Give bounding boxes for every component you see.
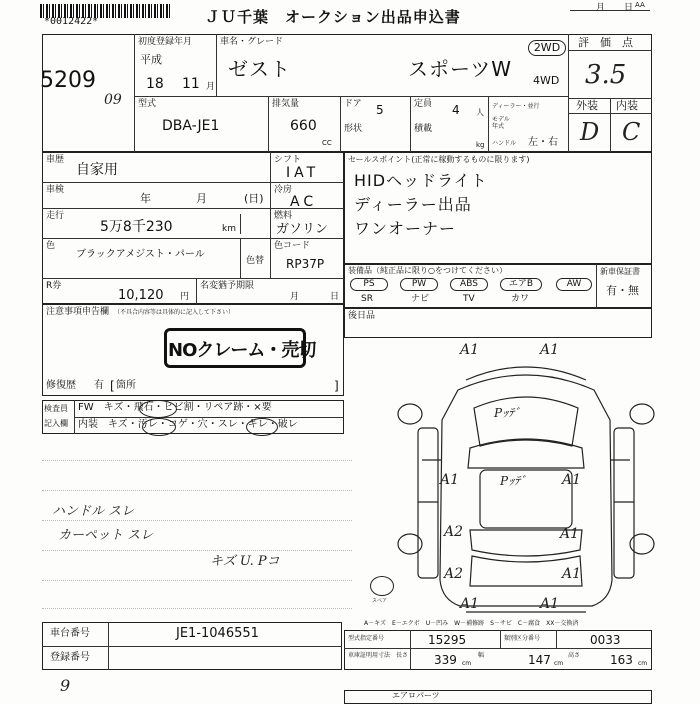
car-name-label: 車名・グレード	[220, 37, 284, 47]
bottom-strip	[344, 690, 652, 704]
inspector-row-1: FW キズ・飛石・ヒビ割・リペア跡・×要	[78, 402, 272, 413]
inspector-circle-1	[139, 400, 177, 418]
color-change-label: 色替	[246, 256, 265, 266]
reg-era: 平成	[140, 53, 162, 66]
warranty-value: 有・無	[606, 284, 639, 297]
height-unit: cm	[638, 660, 648, 667]
mark-right-quarter: A1	[562, 566, 582, 582]
shift-label: シフト	[274, 155, 302, 165]
mark-front-left: A1	[460, 342, 480, 358]
sales-point-3: ワンオーナー	[354, 219, 457, 238]
spare-tire-icon	[370, 576, 394, 596]
color-code-value: RP37P	[286, 257, 325, 271]
shift-value: IAT	[286, 165, 320, 181]
yen-unit: 円	[180, 292, 190, 302]
exterior-score: D	[580, 118, 600, 146]
repair-value: 有	[94, 380, 104, 391]
car-name: ゼスト	[228, 57, 291, 81]
warranty-label: 新車保証書	[600, 267, 640, 276]
equip-airbag: エアB	[500, 278, 542, 291]
dealer-label: ディーラー・並行	[492, 103, 540, 110]
equipment-label: 装備品（純正品に限り○をつけてください）	[348, 266, 507, 275]
ac-value: AC	[290, 194, 318, 210]
fuel-value: ガソリン	[276, 222, 329, 237]
score-value: 3.5	[585, 60, 627, 90]
color-code-label: 色コード	[274, 241, 311, 251]
drive-4wd: 4WD	[533, 74, 560, 87]
bottom-strip-text: エアロパーツ	[392, 691, 440, 700]
inspector-circle-3	[246, 418, 278, 436]
date-month-label: 月	[596, 3, 606, 13]
inspector-label-2: 記入欄	[44, 419, 68, 428]
aa-label: AA	[635, 1, 645, 9]
equip-sr: SR	[361, 294, 373, 304]
lot-number: 5209	[40, 68, 96, 93]
post-market-label: 後日品	[348, 311, 376, 321]
meigi-label: 名変猶予期限	[200, 281, 255, 291]
handle-label: ハンドル	[492, 140, 517, 147]
equip-aw: AW	[556, 278, 592, 291]
shape-label: 形状	[344, 124, 363, 134]
usage-label: 車歴	[46, 155, 65, 165]
type-designation-label: 型式指定番号	[348, 635, 385, 642]
mileage-value: 5万8千230	[100, 219, 173, 235]
meigi-day: 日	[330, 292, 340, 302]
class-value: 0033	[590, 633, 621, 647]
width-label: 幅	[478, 652, 485, 659]
usage-value: 自家用	[76, 162, 118, 178]
cc-label: 排気量	[272, 99, 300, 109]
interior-score: C	[622, 118, 641, 146]
height-label: 高さ	[568, 652, 581, 659]
equip-navi: ナビ	[411, 294, 430, 304]
mark-right-side: A1	[562, 472, 582, 488]
sales-point-1: HIDヘッドライト	[354, 171, 488, 190]
mark-rear-right: A1	[540, 596, 560, 612]
mark-rear-left: A1	[460, 596, 480, 612]
chassis-label: 車台番号	[50, 628, 90, 639]
length-value: 339	[434, 653, 457, 667]
score-label: 評 価 点	[578, 36, 633, 49]
model-year-label: モデル 年式	[492, 116, 510, 130]
cc-value: 660	[290, 118, 317, 134]
sales-point-2: ディーラー出品	[354, 195, 472, 214]
recycle-value: 10,120	[118, 288, 164, 303]
length-label: 長さ	[396, 652, 409, 659]
post-market-block	[344, 308, 652, 338]
handle-value: 左・右	[528, 137, 558, 148]
interior-label: 内装	[616, 99, 638, 112]
door-label: ドア	[344, 99, 362, 109]
car-grade: スポーツW	[408, 57, 512, 81]
capacity-label: 定員	[414, 99, 433, 109]
handwritten-note-1: ハンドル スレ	[52, 504, 135, 519]
spare-label: スペア	[372, 598, 388, 604]
damage-legend: A－キズ E－エクボ U－凹み W－補修跡 S－サビ C－腐食 XX－交換済	[364, 620, 579, 627]
shaken-label: 車検	[46, 185, 65, 195]
class-label: 類別区分番号	[504, 635, 541, 642]
load-label: 積載	[414, 124, 433, 134]
sales-points-label: セールスポイント(正常に稼動するものに限ります)	[348, 155, 530, 164]
recycle-label: R券	[46, 281, 62, 291]
kg-unit: kg	[476, 141, 485, 149]
putty-roof: Pｯﾃﾞ	[500, 474, 527, 488]
no-claim-stamp-text: NOクレーム・売切	[168, 340, 316, 361]
inspector-row-2: 内装 キズ・汚レ・コゲ・穴・スレ・キレ・破レ	[78, 419, 298, 430]
equip-abs: ABS	[450, 278, 488, 291]
mileage-label: 走行	[46, 211, 65, 221]
reg-number-label: 登録番号	[50, 652, 90, 663]
color-value: ブラックアメジスト・パール	[76, 249, 205, 260]
model-code: DBA-JE1	[162, 118, 220, 134]
capacity-value: 4	[452, 103, 460, 117]
mark-left-side: A1	[440, 472, 460, 488]
form-title: ＪＵ千葉 オークション出品申込書	[205, 8, 461, 26]
mark-left-rear: A2	[444, 524, 464, 540]
equip-ps: PS	[350, 278, 388, 291]
type-designation: 15295	[428, 633, 467, 647]
length-unit: cm	[462, 660, 472, 667]
fuel-label: 燃料	[274, 211, 293, 221]
exterior-label: 外装	[576, 99, 598, 112]
km-unit: km	[222, 224, 236, 234]
capacity-unit: 人	[476, 108, 484, 117]
handwritten-note-3: キズ U. Pコ	[210, 554, 280, 569]
inspector-label-1: 検査員	[44, 404, 68, 413]
width-unit: cm	[554, 660, 564, 667]
height-value: 163	[610, 653, 633, 667]
width-value: 147	[528, 653, 551, 667]
reg-month: 11	[182, 76, 200, 92]
inspector-circle-2	[142, 418, 176, 436]
lot-note: 09	[104, 92, 122, 108]
shaken-year: 年	[140, 192, 151, 205]
size-label: 車庫証明用寸法	[348, 652, 391, 659]
reg-year: 18	[146, 76, 164, 92]
notes-sub: （不具合内容等は具体的に記入して下さい）	[114, 309, 235, 316]
reg-month-unit: 月	[206, 82, 216, 92]
repair-place: 箇所	[116, 380, 136, 391]
repair-label: 修復歴	[46, 380, 76, 391]
meigi-month: 月	[290, 292, 300, 302]
handwritten-note-2: カーペット スレ	[58, 528, 154, 543]
reg-label: 初度登録年月	[138, 37, 193, 47]
equip-pw: PW	[400, 278, 438, 291]
date-day-label: 日	[624, 3, 634, 13]
cc-unit: CC	[322, 139, 332, 147]
shaken-month: 月	[196, 192, 207, 205]
corner-note: 9	[60, 676, 71, 695]
chassis-number: JE1-1046551	[176, 626, 259, 641]
door-value: 5	[376, 103, 384, 117]
model-label: 型式	[138, 99, 157, 109]
equip-tv: TV	[463, 294, 475, 304]
mark-right-rear: A1	[560, 526, 580, 542]
mark-left-quarter: A2	[444, 566, 464, 582]
color-label: 色	[46, 241, 56, 251]
serial-number: *0012422*	[44, 16, 99, 27]
notes-label: 注意事項申告欄	[46, 307, 110, 317]
putty-front: Pｯﾃﾞ	[494, 406, 521, 420]
equip-leather: カワ	[511, 294, 530, 304]
ac-label: 冷房	[274, 185, 293, 195]
drive-2wd: 2WD	[528, 40, 566, 56]
shaken-day: (日)	[244, 192, 264, 205]
mark-front-right: A1	[540, 342, 560, 358]
